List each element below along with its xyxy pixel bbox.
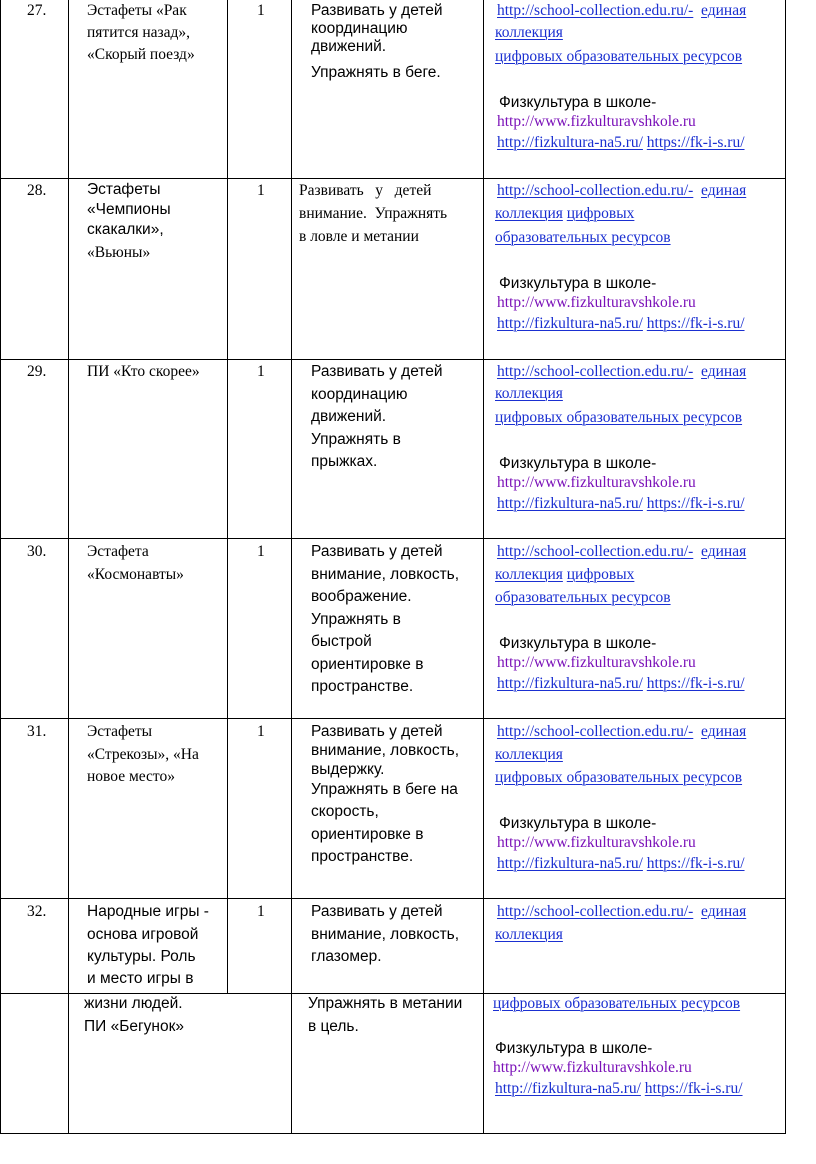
hours-count: 1 <box>257 363 265 380</box>
lesson-title-line: Эстафеты <box>87 181 161 198</box>
fizkultura-label: Физкультура в школе- <box>499 635 657 652</box>
lesson-title-line: основа игровой <box>87 926 199 943</box>
grid-hline <box>0 359 786 360</box>
collection-link[interactable]: http://school-collection.edu.ru/- <box>497 363 694 380</box>
collection-link[interactable]: http://school-collection.edu.ru/- <box>497 2 694 19</box>
resources-cell <box>483 721 785 898</box>
lesson-title-line: Эстафеты «Рак <box>87 2 187 19</box>
goal-line: скорость, <box>311 803 379 820</box>
resources-cell <box>483 361 785 538</box>
lesson-title-line: Эстафеты <box>87 723 153 740</box>
collection-link[interactable]: единая <box>701 363 747 380</box>
collection-link[interactable]: коллекция <box>495 926 563 943</box>
row-number: 31. <box>27 723 47 740</box>
lesson-title-line: «Космонавты» <box>87 566 184 583</box>
lesson-title-line: культуры. Роль <box>87 948 196 965</box>
fizkultura-link[interactable]: http://www.fizkulturavshkole.ru <box>497 113 696 130</box>
goal-line: глазомер. <box>311 948 382 965</box>
collection-link[interactable]: цифровых образовательных ресурсов <box>493 995 741 1012</box>
collection-link[interactable]: http://school-collection.edu.ru/- <box>497 182 694 199</box>
hours-count: 1 <box>257 903 265 920</box>
goal-line: Упражнять в беге на <box>311 781 458 798</box>
collection-link[interactable]: цифровых образовательных ресурсов <box>495 409 743 426</box>
fkis-link[interactable]: https://fk-i-s.ru/ <box>646 495 745 512</box>
collection-link[interactable]: единая <box>701 182 747 199</box>
goal-line: Развивать у детей <box>311 903 443 920</box>
goal-line: воображение. <box>311 588 412 605</box>
row-number: 30. <box>27 543 47 560</box>
grid-vline <box>0 0 1 1134</box>
collection-link[interactable]: образовательных ресурсов <box>495 229 671 246</box>
goal-line: прыжках. <box>311 453 378 470</box>
na5-link[interactable]: http://fizkultura-na5.ru/ <box>497 675 643 692</box>
goal-line: быстрой <box>311 633 372 650</box>
collection-link[interactable]: http://school-collection.edu.ru/- <box>497 723 694 740</box>
collection-link[interactable]: единая <box>701 543 747 560</box>
resources-cell <box>483 901 785 993</box>
fizkultura-label: Физкультура в школе- <box>495 1040 653 1057</box>
hours-count: 1 <box>257 723 265 740</box>
goal-line: Упражнять в метании <box>308 995 463 1012</box>
goal-line: Упражнять в беге. <box>311 64 441 81</box>
fkis-link[interactable]: https://fk-i-s.ru/ <box>646 855 745 872</box>
goal-line: движений. <box>311 408 387 425</box>
collection-link[interactable]: коллекция <box>495 746 563 763</box>
goal-line: пространстве. <box>311 848 414 865</box>
goal-line: Развивать у детей <box>311 543 443 560</box>
lesson-title-line: пятится назад», <box>87 24 191 41</box>
fkis-link[interactable]: https://fk-i-s.ru/ <box>646 315 745 332</box>
goal-line: движений. <box>311 38 387 55</box>
grid-vline <box>68 0 69 1134</box>
fkis-link[interactable]: https://fk-i-s.ru/ <box>646 134 745 151</box>
goal-line: внимание. Упражнять <box>299 205 448 222</box>
na5-link[interactable]: http://fizkultura-na5.ru/ <box>495 1080 641 1097</box>
fizkultura-link[interactable]: http://www.fizkulturavshkole.ru <box>497 474 696 491</box>
collection-link[interactable]: коллекция <box>495 205 563 222</box>
lesson-title-line: ПИ «Бегунок» <box>84 1018 184 1035</box>
hours-count: 1 <box>257 2 265 19</box>
fizkultura-link[interactable]: http://www.fizkulturavshkole.ru <box>497 834 696 851</box>
lesson-title-line: «Стрекозы», «На <box>87 746 199 763</box>
fizkultura-label: Физкультура в школе- <box>499 455 657 472</box>
lesson-title-line: жизни людей. <box>84 995 183 1012</box>
lesson-title-line: и место игры в <box>87 970 194 987</box>
collection-link[interactable]: единая <box>701 903 747 920</box>
goal-line: Упражнять в <box>311 611 401 628</box>
fizkultura-label: Физкультура в школе- <box>499 94 657 111</box>
resources-cell <box>483 180 785 358</box>
goal-line: Развивать у детей <box>311 363 443 380</box>
goal-line: ориентировке в <box>311 826 424 843</box>
collection-link[interactable]: http://school-collection.edu.ru/- <box>497 903 694 920</box>
na5-link[interactable]: http://fizkultura-na5.ru/ <box>497 495 643 512</box>
lesson-title-line: «Вьюны» <box>87 244 151 261</box>
hours-count: 1 <box>257 182 265 199</box>
goal-line: Развивать у детей <box>311 2 443 19</box>
resources-cell <box>483 0 785 178</box>
na5-link[interactable]: http://fizkultura-na5.ru/ <box>497 315 643 332</box>
collection-link[interactable]: цифровых образовательных ресурсов <box>495 48 743 65</box>
goal-line: в цель. <box>308 1018 359 1035</box>
lesson-title-line: ПИ «Кто скорее» <box>87 363 200 380</box>
goal-line: ориентировке в <box>311 656 424 673</box>
fizkultura-link[interactable]: http://www.fizkulturavshkole.ru <box>497 654 696 671</box>
goal-line: выдержку. <box>311 761 385 778</box>
fizkultura-label: Физкультура в школе- <box>499 275 657 292</box>
goal-line: в ловле и метании <box>299 228 419 245</box>
na5-link[interactable]: http://fizkultura-na5.ru/ <box>497 855 643 872</box>
lesson-title-line: скакалки», <box>87 221 164 238</box>
fizkultura-label: Физкультура в школе- <box>499 815 657 832</box>
goal-line: Развивать у детей <box>299 182 432 199</box>
na5-link[interactable]: http://fizkultura-na5.ru/ <box>497 134 643 151</box>
grid-hline <box>0 538 786 539</box>
grid-vline <box>227 0 228 993</box>
grid-vline <box>291 0 292 1134</box>
fizkultura-link[interactable]: http://www.fizkulturavshkole.ru <box>493 1059 692 1076</box>
grid-hline <box>0 898 786 899</box>
lesson-title-line: новое место» <box>87 768 175 785</box>
grid-hline <box>0 1133 786 1134</box>
goal-line: внимание, ловкость, <box>311 926 460 943</box>
goal-line: пространстве. <box>311 678 414 695</box>
goal-line: координацию <box>311 386 408 403</box>
fkis-link[interactable]: https://fk-i-s.ru/ <box>644 1080 743 1097</box>
collection-link[interactable]: единая <box>701 2 747 19</box>
collection-link[interactable]: цифровых <box>566 566 635 583</box>
collection-link[interactable]: коллекция <box>495 24 563 41</box>
lesson-title-line: Народные игры - <box>87 903 209 920</box>
goal-line: координацию <box>311 20 408 37</box>
hours-count: 1 <box>257 543 265 560</box>
fkis-link[interactable]: https://fk-i-s.ru/ <box>646 675 745 692</box>
lesson-title-line: «Скорый поезд» <box>87 46 195 63</box>
collection-link[interactable]: цифровых образовательных ресурсов <box>495 769 743 786</box>
resources-cell <box>483 541 785 718</box>
goal-line: внимание, ловкость, <box>311 742 460 759</box>
lesson-title-line: Эстафета <box>87 543 149 560</box>
goal-line: Упражнять в <box>311 431 401 448</box>
collection-link[interactable]: образовательных ресурсов <box>495 589 671 606</box>
row-number: 28. <box>27 182 47 199</box>
fizkultura-link[interactable]: http://www.fizkulturavshkole.ru <box>497 294 696 311</box>
row-number: 32. <box>27 903 47 920</box>
lesson-title-line: «Чемпионы <box>87 201 171 218</box>
goal-line: внимание, ловкость, <box>311 566 460 583</box>
collection-link[interactable]: коллекция <box>495 385 563 402</box>
grid-vline <box>785 0 786 1134</box>
collection-link[interactable]: цифровых <box>566 205 635 222</box>
collection-link[interactable]: единая <box>701 723 747 740</box>
grid-hline <box>0 718 786 719</box>
goal-line: Развивать у детей <box>311 723 443 740</box>
collection-link[interactable]: коллекция <box>495 566 563 583</box>
collection-link[interactable]: http://school-collection.edu.ru/- <box>497 543 694 560</box>
resources-cell <box>483 993 785 1133</box>
row-number: 29. <box>27 363 47 380</box>
row-number: 27. <box>27 2 47 19</box>
